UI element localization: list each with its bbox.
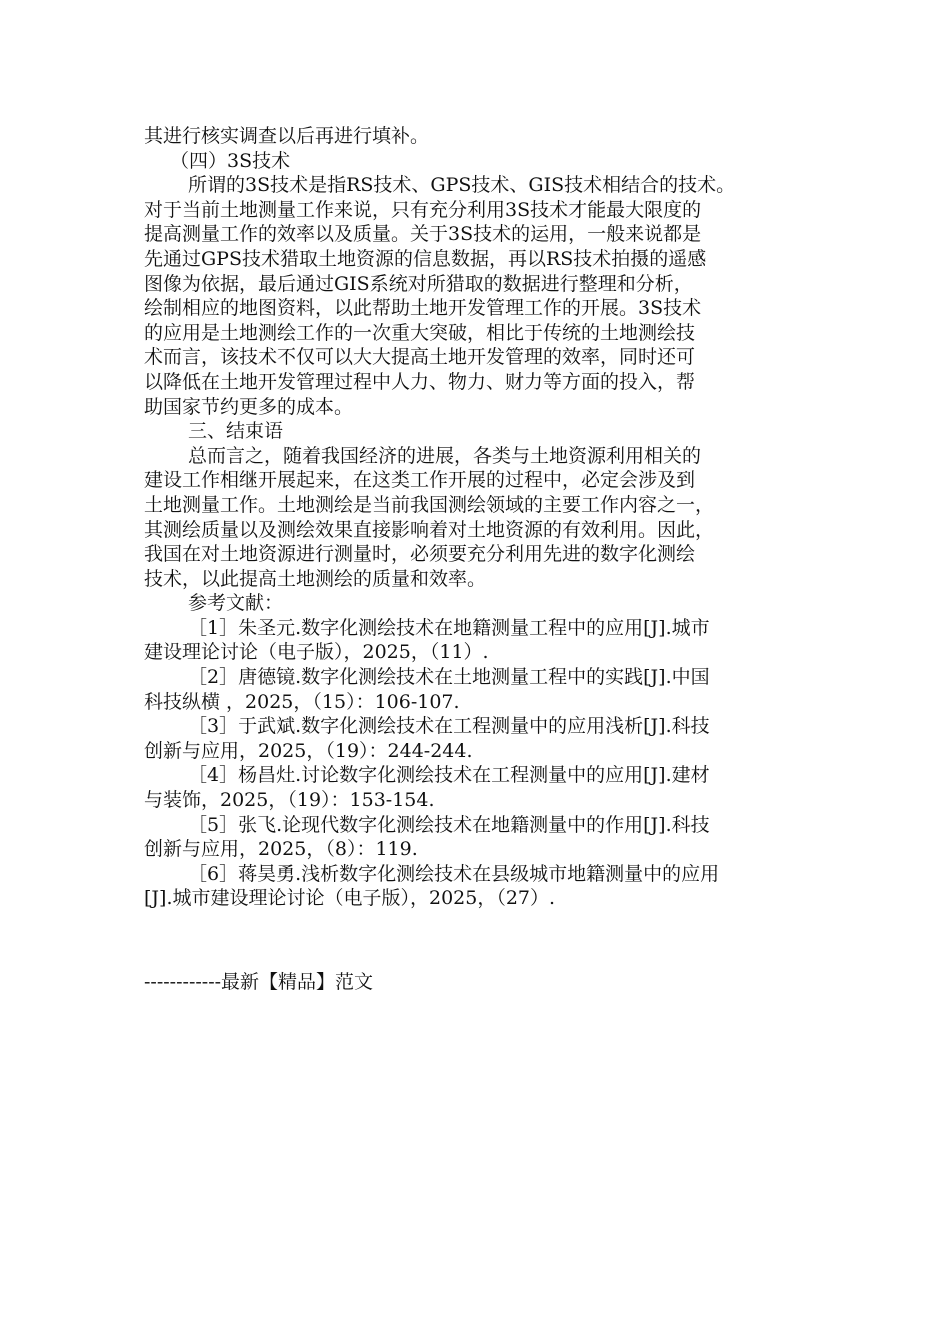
text-line: 的应用是土地测绘工作的一次重大突破，相比于传统的土地测绘技 [144,321,696,344]
reference-item: ［1］朱圣元.数字化测绘技术在地籍测量工程中的应用[J].城市 [188,616,710,639]
text-line: 助国家节约更多的成本。 [144,395,354,418]
reference-item-cont: 创新与应用，2025，（8）：119. [144,838,418,861]
text-line: 建设工作相继开展起来，在这类工作开展的过程中，必定会涉及到 [144,469,696,492]
section-heading: 三、结束语 [188,420,284,443]
reference-item: ［5］张飞.论现代数字化测绘技术在地籍测量中的作用[J].科技 [188,813,710,836]
text-line: 土地测量工作。土地测绘是当前我国测绘领域的主要工作内容之一， [144,493,715,516]
text-line: 我国在对土地资源进行测量时，必须要充分利用先进的数字化测绘 [144,543,696,566]
text-line: 总而言之，随着我国经济的进展，各类与土地资源利用相关的 [188,444,702,467]
text-line: 所谓的3S技术是指RS技术、GPS技术、GIS技术相结合的技术。 [188,174,736,197]
reference-item-cont: 创新与应用，2025，（19）：244-244. [144,739,473,762]
footer-text: ------------最新【精品】范文 [144,971,374,993]
text-line: 先通过GPS技术猎取土地资源的信息数据，再以RS技术拍摄的遥感 [144,247,707,270]
text-line: 术而言，该技术不仅可以大大提高土地开发管理的效率，同时还可 [144,346,696,369]
reference-item: ［3］于武斌.数字化测绘技术在工程测量中的应用浅析[J].科技 [188,715,710,738]
text-line: 绘制相应的地图资料，以此帮助土地开发管理工作的开展。3S技术 [144,297,702,320]
reference-item: ［4］杨昌灶.讨论数字化测绘技术在工程测量中的应用[J].建材 [188,764,710,787]
section-heading: （四）3S技术 [170,149,291,172]
text-line: 技术，以此提高土地测绘的质量和效率。 [144,567,487,590]
reference-item: ［6］蒋昊勇.浅析数字化测绘技术在县级城市地籍测量中的应用 [188,862,720,885]
text-line: 提高测量工作的效率以及质量。关于3S技术的运用，一般来说都是 [144,223,702,246]
text-line: 其测绘质量以及测绘效果直接影响着对土地资源的有效利用。因此， [144,518,715,541]
reference-item-cont: 与装饰，2025，（19）：153-154. [144,789,435,812]
text-line: 对于当前土地测量工作来说，只有充分利用3S技术才能最大限度的 [144,198,702,221]
text-line: 以降低在土地开发管理过程中人力、物力、财力等方面的投入，帮 [144,370,696,393]
body-text [144,124,808,911]
reference-item: ［2］唐德镜.数字化测绘技术在土地测量工程中的实践[J].中国 [188,666,710,689]
text-line: 图像为依据，最后通过GIS系统对所猎取的数据进行整理和分析， [144,272,693,295]
reference-item-cont: 建设理论讨论（电子版），2025，（11）. [144,641,489,664]
reference-item-cont: [J].城市建设理论讨论（电子版），2025，（27）. [144,887,556,910]
references-heading: 参考文献： [188,592,284,615]
reference-item-cont: 科技纵横 ，2025，（15）：106-107. [144,690,460,713]
text-line: 其进行核实调查以后再进行填补。 [144,125,430,147]
